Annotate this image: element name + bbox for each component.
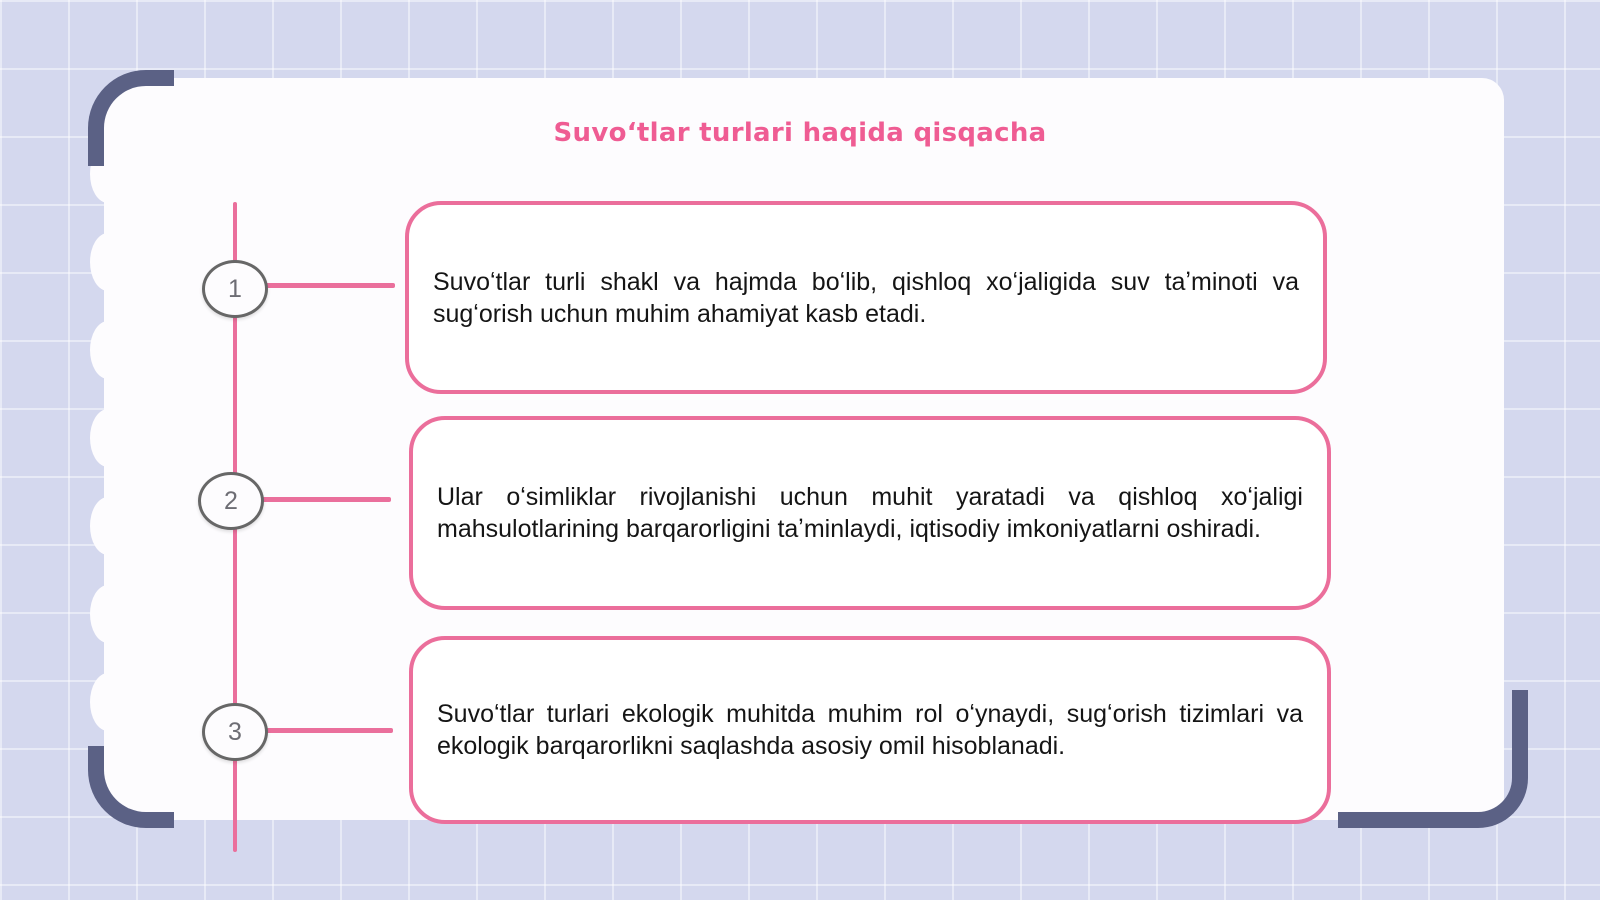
slide-title: Suvoʻtlar turlari haqida qisqacha (553, 118, 1047, 148)
timeline-connector (265, 728, 393, 733)
scallop-edge (90, 497, 126, 555)
step-card (409, 636, 1331, 824)
corner-bracket-bottom-right (1338, 690, 1528, 828)
timeline-connector (261, 497, 391, 502)
step-text: Suvoʻtlar turli shakl va hajmda boʻlib, qishloq xoʻjaligida suv taʼminoti va sugʻorish uchun muhim ahamiyat kasb etadi. (433, 267, 1299, 328)
step-text: Ular oʻsimliklar rivojlanishi uchun muhit yaratadi va qishloq xoʻjaligi mahsulotlarining barqarorligini taʼminlaydi, iqtisodiy imkoniyatlarni oshiradi. (437, 483, 1303, 543)
step-number-badge: 1 (202, 260, 268, 318)
scallop-edge (90, 409, 126, 467)
scallop-edge (90, 233, 126, 291)
step-card (409, 416, 1331, 610)
corner-bracket-top-left (88, 70, 174, 166)
step-text: Suvoʻtlar turlari ekologik muhitda muhim rol oʻynaydi, sugʻorish tizimlari va ekologik barqarorlikni saqlashda asosiy omil hisoblanadi. (437, 700, 1303, 760)
step-number-badge: 2 (198, 472, 264, 530)
scallop-edge (90, 673, 126, 731)
scallop-edge (90, 321, 126, 379)
scallop-edge (90, 585, 126, 643)
corner-bracket-bottom-left (88, 746, 174, 828)
step-card (405, 201, 1327, 394)
timeline-connector (265, 283, 395, 288)
step-number-badge: 3 (202, 703, 268, 761)
